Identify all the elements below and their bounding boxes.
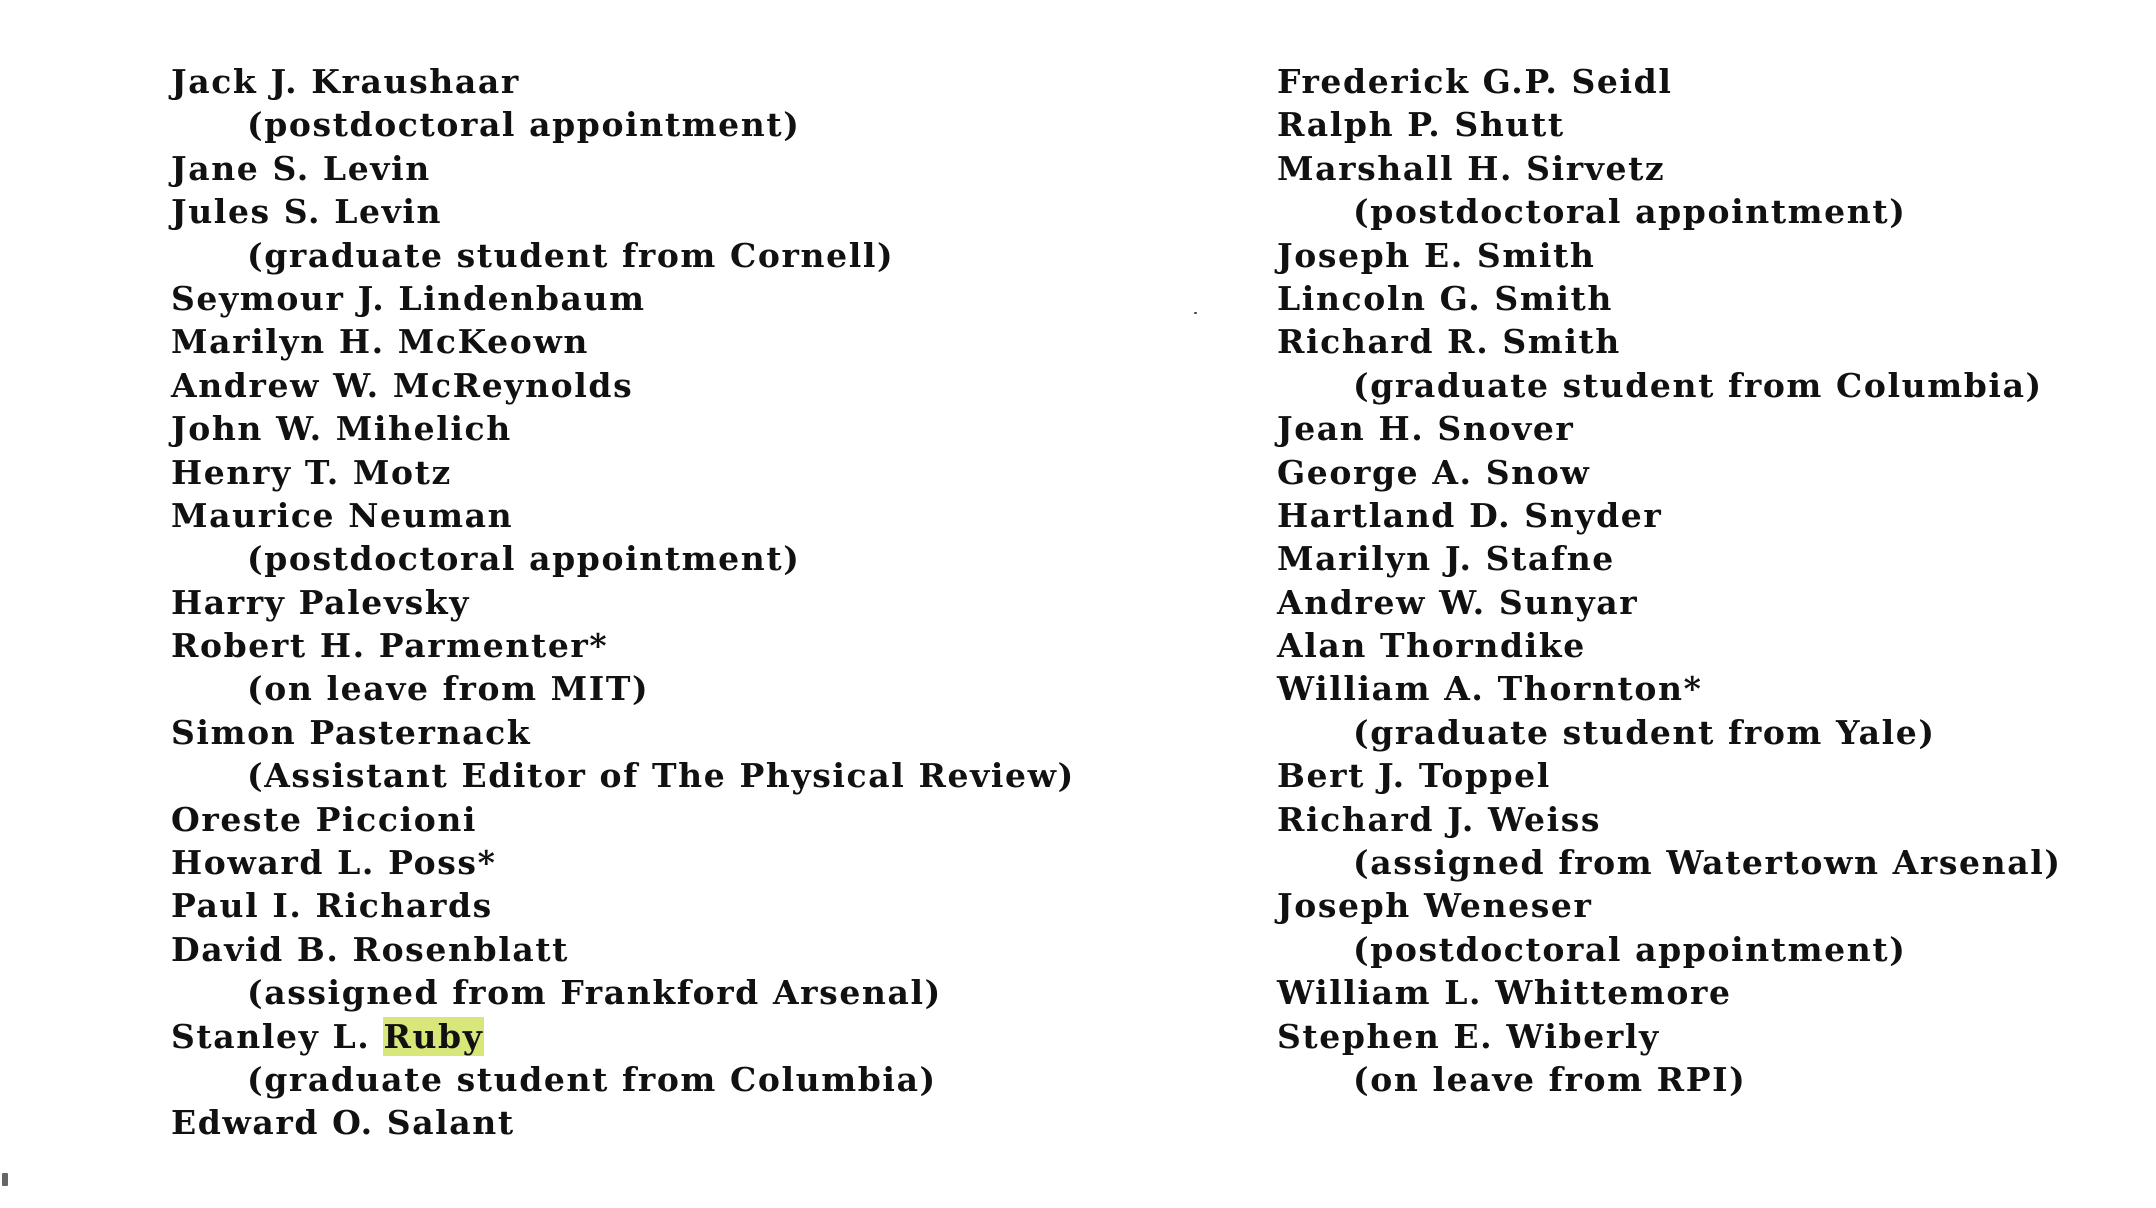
staff-name-text: Robert H. Parmenter*: [171, 626, 609, 666]
staff-name: [1277, 147, 2062, 190]
affiliation-note-text: (graduate student from Columbia): [1353, 365, 2043, 405]
affiliation-note: [1277, 364, 2062, 407]
affiliation-note: [171, 667, 1075, 710]
staff-name: [171, 841, 1075, 884]
staff-name: [1277, 320, 2062, 363]
affiliation-note-text: (assigned from Watertown Arsenal): [1353, 843, 2062, 883]
affiliation-note: [1277, 711, 2062, 754]
staff-name-text: Paul I. Richards: [171, 886, 493, 926]
staff-name-text: George A. Snow: [1277, 452, 1591, 492]
staff-name: [1277, 884, 2062, 927]
scan-speck: [1194, 312, 1197, 314]
staff-name: [171, 581, 1075, 624]
staff-name-text: Jules S. Levin: [171, 192, 443, 232]
staff-name-text: Joseph Weneser: [1277, 886, 1593, 926]
staff-name-text: Ralph P. Shutt: [1277, 105, 1565, 145]
staff-name: [171, 624, 1075, 667]
affiliation-note-text: (postdoctoral appointment): [1353, 192, 1907, 232]
staff-name-text: Maurice Neuman: [171, 495, 514, 535]
staff-name: [171, 277, 1075, 320]
staff-name: [1277, 624, 2062, 667]
staff-name: [171, 320, 1075, 363]
staff-name: [171, 190, 1075, 233]
staff-name-text: Marilyn H. McKeown: [171, 322, 589, 362]
staff-name: [171, 147, 1075, 190]
staff-name-text: Oreste Piccioni: [171, 799, 478, 839]
staff-name-text: Marshall H. Sirvetz: [1277, 148, 1666, 188]
staff-name: [1277, 103, 2062, 146]
staff-name-text: Frederick G.P. Seidl: [1277, 62, 1673, 101]
staff-name: [171, 798, 1075, 841]
staff-name-text: Harry Palevsky: [171, 582, 471, 622]
staff-name: [1277, 971, 2062, 1014]
staff-name: [1277, 407, 2062, 450]
staff-name: [171, 711, 1075, 754]
staff-name-text: Edward O. Salant: [171, 1103, 515, 1143]
staff-name: [171, 494, 1075, 537]
staff-name: [171, 60, 1075, 103]
staff-name: [171, 364, 1075, 407]
staff-name-text: Richard J. Weiss: [1277, 799, 1602, 839]
staff-name-text: Stephen E. Wiberly: [1277, 1016, 1660, 1056]
staff-name: [1277, 754, 2062, 797]
staff-name-text: Simon Pasternack: [171, 712, 532, 752]
staff-name-text: John W. Mihelich: [171, 409, 512, 449]
staff-name: [1277, 234, 2062, 277]
staff-name: [171, 1015, 1075, 1058]
affiliation-note: [1277, 1058, 2062, 1101]
staff-name-text: William A. Thornton*: [1277, 669, 1703, 709]
staff-name-text: Henry T. Motz: [171, 452, 452, 492]
affiliation-note: [1277, 928, 2062, 971]
staff-name: [1277, 494, 2062, 537]
left-name-column: [171, 60, 1075, 1145]
staff-name-text: Howard L. Poss*: [171, 843, 497, 883]
affiliation-note-text: (on leave from MIT): [247, 669, 650, 709]
staff-name-text: Jean H. Snover: [1277, 409, 1575, 449]
scan-speck: [2, 1173, 8, 1186]
staff-name: [171, 451, 1075, 494]
staff-name: [1277, 451, 2062, 494]
staff-name: [171, 407, 1075, 450]
staff-name: [1277, 667, 2062, 710]
staff-name-text: Jack J. Kraushaar: [171, 62, 520, 101]
right-name-column: [1277, 60, 2062, 1101]
affiliation-note-text: (graduate student from Yale): [1353, 712, 1936, 752]
staff-name: [171, 928, 1075, 971]
staff-name-text: David B. Rosenblatt: [171, 929, 570, 969]
affiliation-note-text: (graduate student from Columbia): [247, 1059, 937, 1099]
staff-name-text: Marilyn J. Stafne: [1277, 539, 1615, 579]
staff-name: [1277, 277, 2062, 320]
affiliation-note: [1277, 190, 2062, 233]
affiliation-note: [171, 234, 1075, 277]
affiliation-note: [171, 103, 1075, 146]
staff-name-text: Hartland D. Snyder: [1277, 495, 1663, 535]
staff-name: [171, 1101, 1075, 1144]
staff-name-text: Seymour J. Lindenbaum: [171, 278, 646, 318]
affiliation-note-text: (postdoctoral appointment): [1353, 929, 1907, 969]
staff-name: [1277, 60, 2062, 103]
staff-name: [1277, 581, 2062, 624]
affiliation-note-text: (graduate student from Cornell): [247, 235, 895, 275]
staff-name-text: Jane S. Levin: [171, 148, 431, 188]
staff-name: [1277, 798, 2062, 841]
affiliation-note-text: (assigned from Frankford Arsenal): [247, 973, 942, 1013]
staff-name-text: Lincoln G. Smith: [1277, 278, 1613, 318]
staff-name-text: Stanley L.: [171, 1016, 384, 1056]
staff-name-text: Andrew W. McReynolds: [171, 365, 634, 405]
staff-name: [1277, 537, 2062, 580]
affiliation-note: [1277, 841, 2062, 884]
staff-name-text: Alan Thorndike: [1277, 626, 1586, 666]
affiliation-note: [171, 537, 1075, 580]
affiliation-note: [171, 754, 1075, 797]
staff-name-text: Richard R. Smith: [1277, 322, 1621, 362]
highlighted-text: Ruby: [383, 1016, 484, 1056]
staff-name-text: Joseph E. Smith: [1277, 235, 1596, 275]
affiliation-note-text: (postdoctoral appointment): [247, 105, 801, 145]
affiliation-note: [171, 1058, 1075, 1101]
staff-name-text: William L. Whittemore: [1277, 973, 1732, 1013]
affiliation-note-text: (postdoctoral appointment): [247, 539, 801, 579]
affiliation-note-text: (Assistant Editor of The Physical Review): [247, 756, 1075, 796]
staff-name: [171, 884, 1075, 927]
staff-name: [1277, 1015, 2062, 1058]
affiliation-note-text: (on leave from RPI): [1353, 1059, 1747, 1099]
staff-name-text: Andrew W. Sunyar: [1277, 582, 1639, 622]
affiliation-note: [171, 971, 1075, 1014]
staff-name-text: Bert J. Toppel: [1277, 756, 1551, 796]
